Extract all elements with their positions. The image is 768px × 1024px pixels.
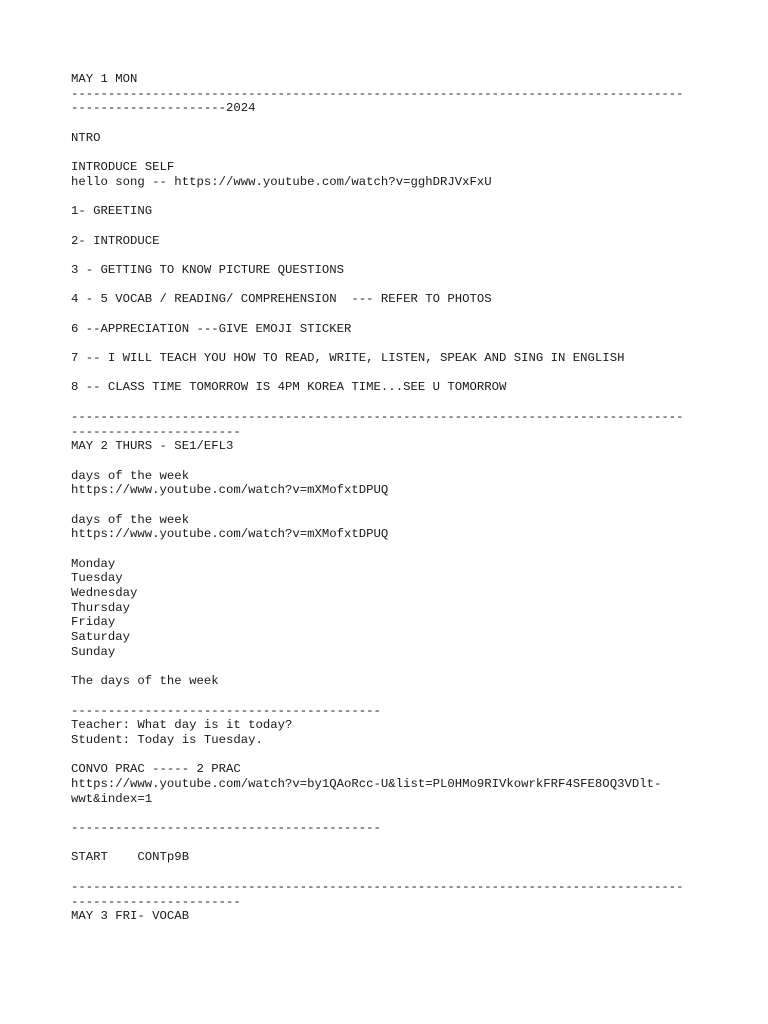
text-line: INTRODUCE SELF xyxy=(71,160,175,175)
weekday-item: Sunday xyxy=(71,644,116,659)
text-line xyxy=(71,806,711,821)
divider-line: ----------------------------------------------------------------------------------- xyxy=(71,879,684,894)
divider-line: ----------------------- xyxy=(71,424,241,439)
weekday-item: Tuesday xyxy=(71,571,123,586)
text-line xyxy=(71,865,711,880)
divider-line: ----------------------------------------------------------------------------------- xyxy=(71,86,684,101)
list-item: 6 --APPRECIATION ---GIVE EMOJI STICKER xyxy=(71,321,352,336)
divider-line: ---------------------2024 xyxy=(71,101,256,116)
text-line: START CONTp9B xyxy=(71,850,190,865)
document-page xyxy=(71,72,711,924)
weekday-item: Monday xyxy=(71,556,116,571)
divider-line: ------------------------------------------ xyxy=(71,821,381,836)
link-text: wwt&index=1 xyxy=(71,791,153,806)
text-line xyxy=(71,748,711,763)
list-item: 2- INTRODUCE xyxy=(71,233,160,248)
text-line: CONVO PRAC ----- 2 PRAC xyxy=(71,762,241,777)
list-item: 1- GREETING xyxy=(71,204,153,219)
text-line xyxy=(71,116,711,131)
text-line xyxy=(71,366,711,381)
link-text: https://www.youtube.com/watch?v=mXMofxtDPUQ xyxy=(71,527,389,542)
text-line xyxy=(71,219,711,234)
text-line: hello song -- https://www.youtube.com/watch?v=gghDRJVxFxU xyxy=(71,174,492,189)
weekday-item: Wednesday xyxy=(71,586,138,601)
text-line xyxy=(71,542,711,557)
text-line xyxy=(71,498,711,513)
text-line xyxy=(71,660,711,675)
text-line: days of the week xyxy=(71,468,190,483)
link-text: https://www.youtube.com/watch?v=by1QAoRcc-U&list=PL0HMo9RIVkowrkFRF4SFE8OQ3VDlt- xyxy=(71,777,662,791)
list-item: 7 -- I WILL TEACH YOU HOW TO READ, WRITE, LISTEN, SPEAK AND SING IN ENGLISH xyxy=(71,351,625,366)
weekday-item: Saturday xyxy=(71,630,131,645)
text-line xyxy=(71,278,711,293)
link-text: https://www.youtube.com/watch?v=mXMofxtDPUQ xyxy=(71,483,389,498)
weekday-item: Friday xyxy=(71,615,116,630)
text-line xyxy=(71,454,711,469)
weekday-item: Thursday xyxy=(71,600,131,615)
text-line xyxy=(71,689,711,704)
text-line xyxy=(71,336,711,351)
text-line xyxy=(71,395,711,410)
divider-line: ----------------------- xyxy=(71,894,241,909)
text-line xyxy=(71,145,711,160)
date-heading: MAY 2 THURS - SE1/EFL3 xyxy=(71,439,234,454)
list-item: 3 - GETTING TO KNOW PICTURE QUESTIONS xyxy=(71,262,345,277)
text-line: The days of the week xyxy=(71,674,219,689)
divider-line: ------------------------------------------ xyxy=(71,703,381,718)
text-line xyxy=(71,190,711,205)
section-label: NTRO xyxy=(71,130,101,145)
text-line: days of the week xyxy=(71,512,190,527)
date-heading: MAY 1 MON xyxy=(71,72,138,86)
divider-line: ----------------------------------------------------------------------------------- xyxy=(71,409,684,424)
list-item: 8 -- CLASS TIME TOMORROW IS 4PM KOREA TIME...SEE U TOMORROW xyxy=(71,380,507,395)
dialogue-line: Teacher: What day is it today? xyxy=(71,718,293,733)
text-line xyxy=(71,836,711,851)
text-line xyxy=(71,307,711,322)
dialogue-line: Student: Today is Tuesday. xyxy=(71,732,263,747)
list-item: 4 - 5 VOCAB / READING/ COMPREHENSION --- REFER TO PHOTOS xyxy=(71,292,492,307)
date-heading: MAY 3 FRI- VOCAB xyxy=(71,909,190,924)
text-line xyxy=(71,248,711,263)
